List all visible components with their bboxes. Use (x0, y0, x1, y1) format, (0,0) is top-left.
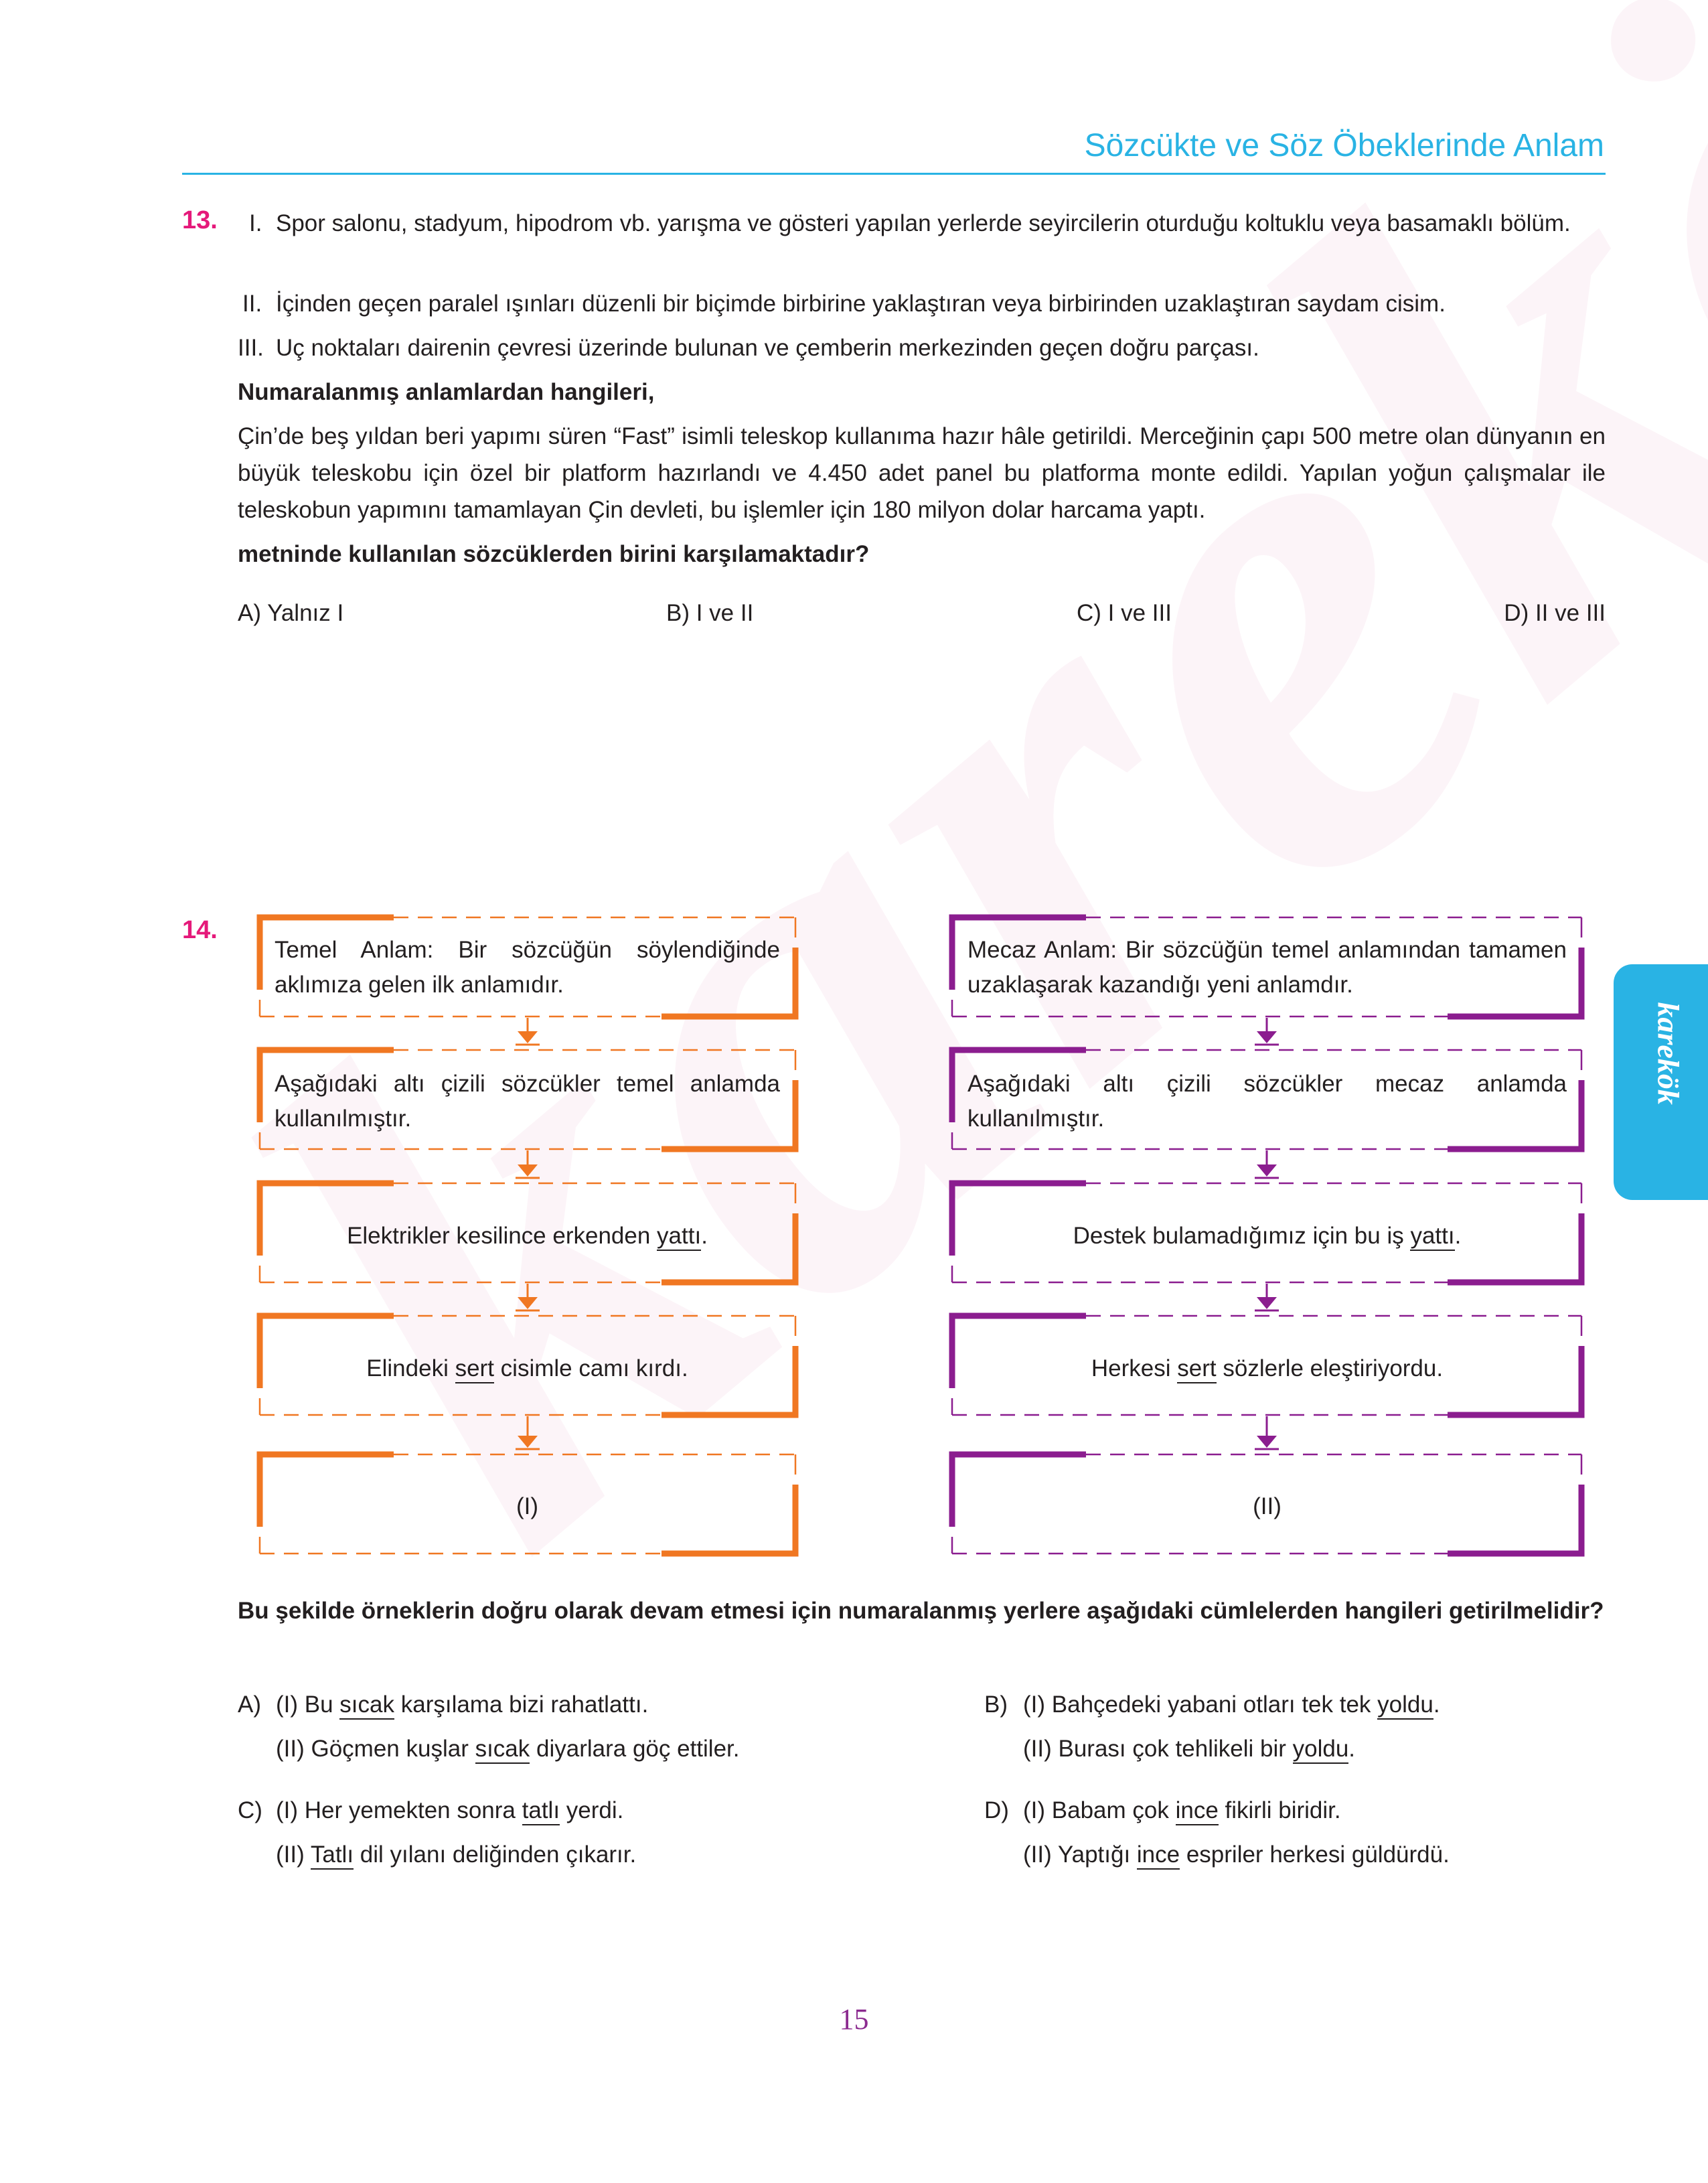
mecaz-example-2: Herkesi sert sözlerle eleştiriyordu. (951, 1351, 1583, 1386)
option-d-line-2: (II) Yaptığı ince espriler herkesi güldürdü. (1023, 1836, 1450, 1873)
mecaz-example-1: Destek bulamadığımız için bu iş yattı. (951, 1219, 1583, 1254)
temel-example-1: Elektrikler kesilince erkenden yattı. (261, 1219, 793, 1254)
option-b-line-1: (I) Bahçedeki yabani otları tek tek yoldu. (1023, 1686, 1440, 1723)
item-text: Uç noktaları dairenin çevresi üzerinde bulunan ve çemberin merkezinden geçen doğru parçası. (276, 335, 1259, 361)
option-a-line-2: (II) Göçmen kuşlar sıcak diyarlara göç ettiler. (276, 1730, 740, 1767)
option-a[interactable]: A) Yalnız I (238, 600, 344, 626)
option-a-letter[interactable]: A) (238, 1691, 261, 1718)
option-b-line-2: (II) Burası çok tehlikeli bir yoldu. (1023, 1730, 1355, 1767)
question-stem: metninde kullanılan sözcüklerden birini karşılamaktadır? (238, 541, 870, 567)
temel-example-2: Elindeki sert cisimle camı kırdı. (261, 1351, 793, 1386)
flow-arrow-head (1257, 1297, 1277, 1309)
item-roman: II. (242, 291, 262, 317)
flow-arrow-head (1257, 1164, 1277, 1177)
temel-anlam-statement: Aşağıdaki altı çizili sözcükler temel anlamda kullanılmıştır. (275, 1071, 780, 1132)
question-14-number: 14. (182, 916, 218, 944)
item-text: Spor salonu, stadyum, hipodrom vb. yarışma ve gösteri yapılan yerlerde seyircilerin oturduğu koltuklu veya basamaklı bölüm. (276, 210, 1571, 236)
option-c-line-2: (II) Tatlı dil yılanı deliğinden çıkarır. (276, 1836, 636, 1873)
flow-arrow-head (518, 1297, 538, 1309)
option-a-line-1: (I) Bu sıcak karşılama bizi rahatlattı. (276, 1686, 648, 1723)
page-number: 15 (839, 2003, 869, 2036)
blank-II: (II) (1253, 1493, 1282, 1519)
question-lead: Numaralanmış anlamlardan hangileri, (238, 379, 655, 405)
flow-arrow-head (518, 1031, 538, 1043)
option-c-line-1: (I) Her yemekten sonra tatlı yerdi. (276, 1792, 623, 1829)
option-b[interactable]: B) I ve II (666, 600, 754, 626)
option-d[interactable]: D) II ve III (1504, 600, 1606, 626)
question-14-stem: Bu şekilde örneklerin doğru olarak devam etmesi için numaralanmış yerlere aşağıdaki cümlelerden hangileri getirilmelidir? (238, 1598, 1604, 1624)
temel-anlam-definition: Temel Anlam: Bir sözcüğün söylendiğinde aklımıza gelen ilk anlamıdır. (275, 937, 780, 998)
flow-arrow-head (1257, 1436, 1277, 1448)
item-roman: I. (249, 210, 262, 236)
option-b-letter[interactable]: B) (984, 1691, 1008, 1718)
item-text: İçinden geçen paralel ışınları düzenli bir biçimde birbirine yaklaştıran veya birbirinden uzaklaştıran saydam cisim. (276, 291, 1446, 317)
flow-arrow-head (518, 1164, 538, 1177)
blank-I: (I) (516, 1493, 539, 1519)
section-title: Sözcükte ve Söz Öbeklerinde Anlam (1084, 128, 1604, 163)
flow-arrow-head (1257, 1031, 1277, 1043)
mecaz-anlam-definition: Mecaz Anlam: Bir sözcüğün temel anlamından tamamen uzaklaşarak kazandığı yeni anlamdır. (967, 937, 1567, 998)
option-d-letter[interactable]: D) (984, 1797, 1009, 1823)
option-c-letter[interactable]: C) (238, 1797, 262, 1823)
question-13-number: 13. (182, 206, 218, 234)
option-c[interactable]: C) I ve III (1077, 600, 1172, 626)
flow-arrow-head (518, 1436, 538, 1448)
question-passage: Çin’de beş yıldan beri yapımı süren “Fast” isimli teleskop kullanıma hazır hâle getirildi. Merceğinin çapı 500 metre olan dünyanın en büyük teleskobu için özel bir platform hazırlandı ve 4.450 adet panel bu platforma monte edildi. Yapılan yoğun çalışmalar ile teleskobun yapımını tamamlayan Çin devleti, bu işlemler için 180 milyon dolar harcama yaptı. (238, 423, 1606, 523)
publisher-logo-text: karekök (1651, 1002, 1686, 1105)
option-d-line-1: (I) Babam çok ince fikirli biridir. (1023, 1792, 1341, 1829)
mecaz-anlam-statement: Aşağıdaki altı çizili sözcükler mecaz anlamda kullanılmıştır. (967, 1071, 1567, 1132)
item-roman: III. (238, 335, 264, 361)
